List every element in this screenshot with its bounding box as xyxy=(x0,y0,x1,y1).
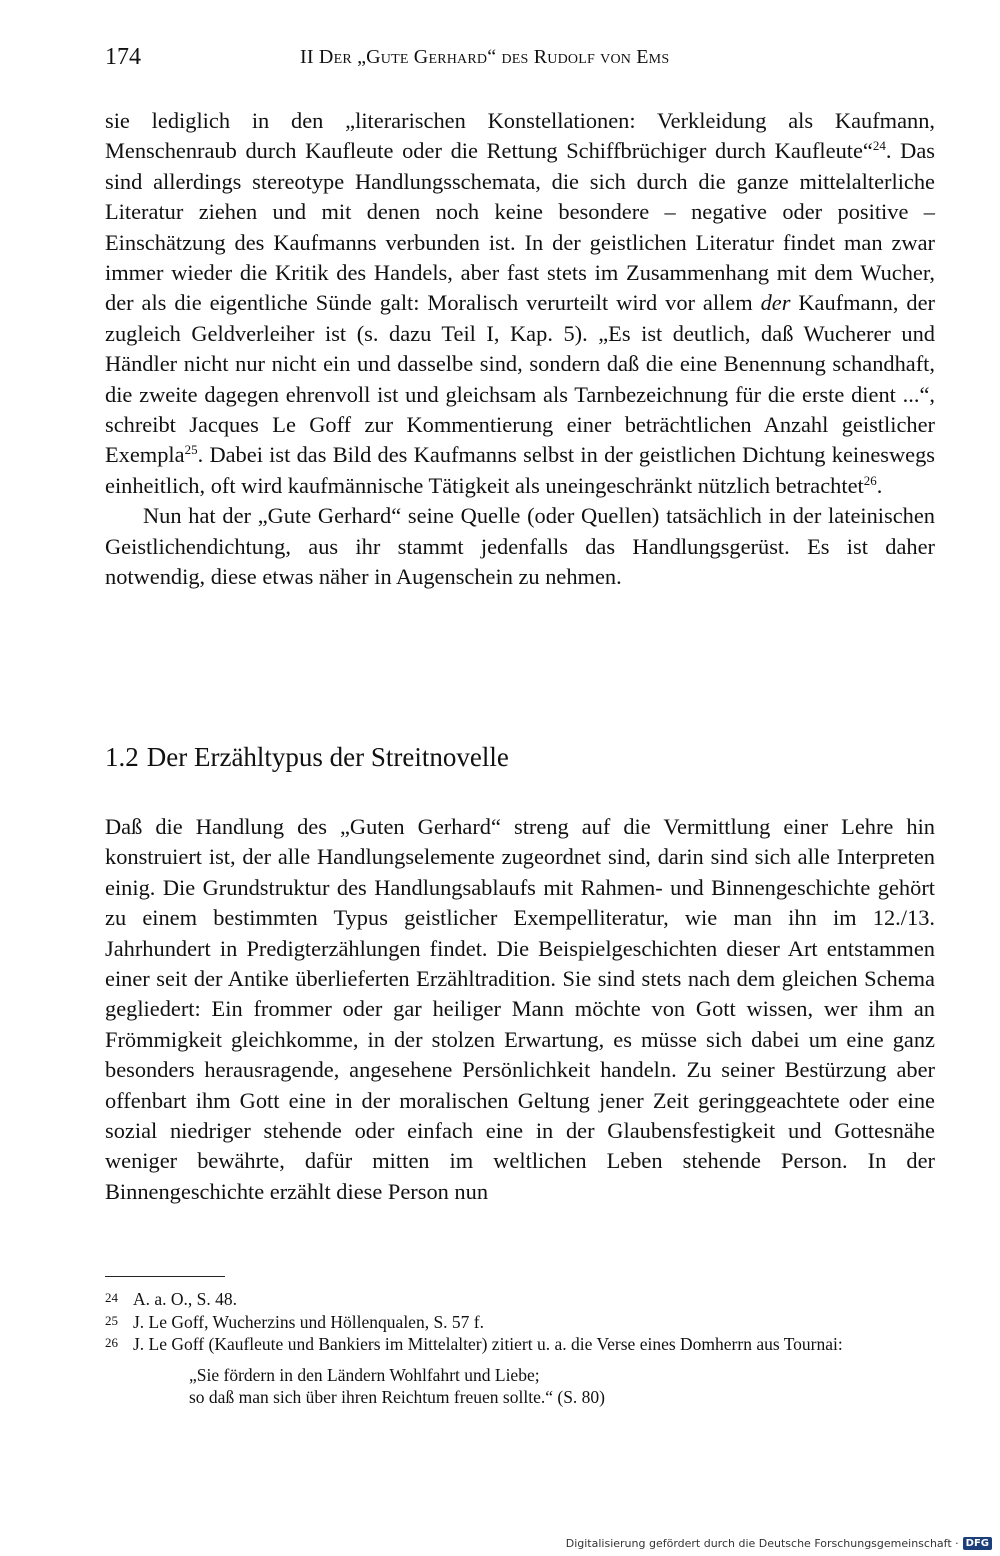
footnote-text: A. a. O., S. 48. xyxy=(133,1289,238,1309)
dfg-logo: DFG xyxy=(963,1537,992,1550)
page-header xyxy=(105,44,935,84)
paragraph: Daß die Handlung des „Guten Gerhard“ streng auf die Vermittlung einer Lehre hin konstruiert ist, der alle Handlungselemente zugeordnet sind, darin sind sich alle Interpreten einig. Die Grundstruktur des Handlungsablaufs mit Rahmen- und Binnengeschichte gehört zu einem bestimmten Typus geistlicher Exempelliteratur, wie man ihn im 12./13. Jahrhundert in Predigterzählungen findet. Die Beispielgeschichten dieser Art entstammen einer seit der Antike überlieferten Erzähltradition. Sie sind stets nach dem gleichen Schema gegliedert: Ein frommer oder gar heiliger Mann möchte von Gott wissen, wer ihm an Frömmigkeit gleichkomme, in der stolzen Erwartung, es müsse sich dabei um eine ganz besonders herausragende, angesehene Persönlichkeit handeln. Zu seiner Bestürzung aber offenbart ihm Gott eine in der moralischen Geltung jener Zeit geringgeachtete oder eine sozial niedriger stehende oder einfach eine in der Glaubensfestigkeit und Gottesnähe weniger bewährte, dafür mitten im weltlichen Leben stehende Person. In der Binnengeschichte erzählt diese Person nun xyxy=(105,814,935,1204)
footnote xyxy=(105,1288,935,1311)
footnote-ref[interactable]: 26 xyxy=(863,472,877,488)
footnote-separator xyxy=(105,1276,225,1277)
verse-line: so daß man sich über ihren Reichtum freuen sollte.“ (S. 80) xyxy=(189,1387,606,1407)
digitization-credit xyxy=(566,1537,992,1550)
running-title-rest: er „Gute Gerhard“ des Rudolf von Ems xyxy=(333,46,670,68)
footnote xyxy=(105,1311,935,1334)
verse-line: „Sie fördern in den Ländern Wohlfahrt und Liebe; xyxy=(189,1364,540,1385)
footnote xyxy=(105,1333,935,1409)
text-run: . xyxy=(876,472,883,498)
body-text-top xyxy=(105,106,935,593)
running-title xyxy=(300,46,669,69)
paragraph xyxy=(105,106,935,501)
emphasis: der xyxy=(760,290,791,316)
footnote-number: 25 xyxy=(105,1312,118,1328)
running-title-lead: II D xyxy=(300,46,334,68)
section-number: 1.2 xyxy=(105,742,139,772)
footnote-ref[interactable]: 25 xyxy=(184,442,198,458)
footnote-text: J. Le Goff, Wucherzins und Höllenqualen, S. 57 f. xyxy=(133,1311,485,1332)
page-number: 174 xyxy=(105,44,141,70)
footnote-number: 24 xyxy=(105,1290,118,1305)
section-heading xyxy=(105,740,935,774)
text-run: Kaufmann, der zugleich Geldverleiher ist (s. dazu Teil I, Kap. 5). „Es ist deutlich, daß Wucherer und Händler nicht nur nicht ein und dasselbe sind, sondern daß die eine Benennung schandhaft, die zweite dagegen ehrenvoll ist und gleichsam als Tarnbezeichnung für die erste dient ...“, schreibt Jacques Le Goff zur Kommentierung einer beträchtlichen Anzahl geistlicher Exempla xyxy=(105,290,935,468)
body-text-bottom xyxy=(105,812,935,1207)
footnote-text xyxy=(133,1333,935,1409)
footnotes xyxy=(105,1288,935,1409)
footnote-text-run: J. Le Goff (Kaufleute und Bankiers im Mittelalter) zitiert u. a. die Verse eines Domherrn aus Tournai: xyxy=(133,1334,843,1354)
footnote-number: 26 xyxy=(105,1335,118,1350)
section-title: Der Erzähltypus der Streitnovelle xyxy=(146,742,509,772)
text-run: . Das sind allerdings stereotype Handlungsschemata, die sich durch die ganze mittelalterliche Literatur ziehen und mit denen noch keine besondere – negative oder positive – Einschätzung des Kaufmanns verbunden ist. In der geistlichen Literatur findet man zwar immer wieder die Kritik des Handels, aber fast stets im Zusammenhang mit dem Wucher, der als die eigentliche Sünde galt: Moralisch verurteilt wird vor allem xyxy=(105,138,935,316)
footnote-ref[interactable]: 24 xyxy=(872,138,886,154)
text-run: . Dabei ist das Bild des Kaufmanns selbst in der geistlichen Dichtung keineswegs einheitlich, oft wird kaufmännische Tätigkeit als uneingeschränkt nützlich betrachtet xyxy=(105,442,935,498)
text-run: sie lediglich in den „literarischen Konstellationen: Verkleidung als Kaufmann, Menschenraub durch Kaufleute oder die Rettung Schiffbrüchiger durch Kaufleute“ xyxy=(105,108,935,164)
paragraph: Nun hat der „Gute Gerhard“ seine Quelle (oder Quellen) tatsächlich in der lateinischen Geistlichendichtung, aus ihr stammt jedenfalls das Handlungsgerüst. Es ist daher notwendig, diese etwas näher in Augenschein zu nehmen. xyxy=(105,503,935,590)
credit-text: Digitalisierung gefördert durch die Deutsche Forschungsgemeinschaft · xyxy=(565,1537,959,1550)
verse-quote xyxy=(189,1364,935,1409)
